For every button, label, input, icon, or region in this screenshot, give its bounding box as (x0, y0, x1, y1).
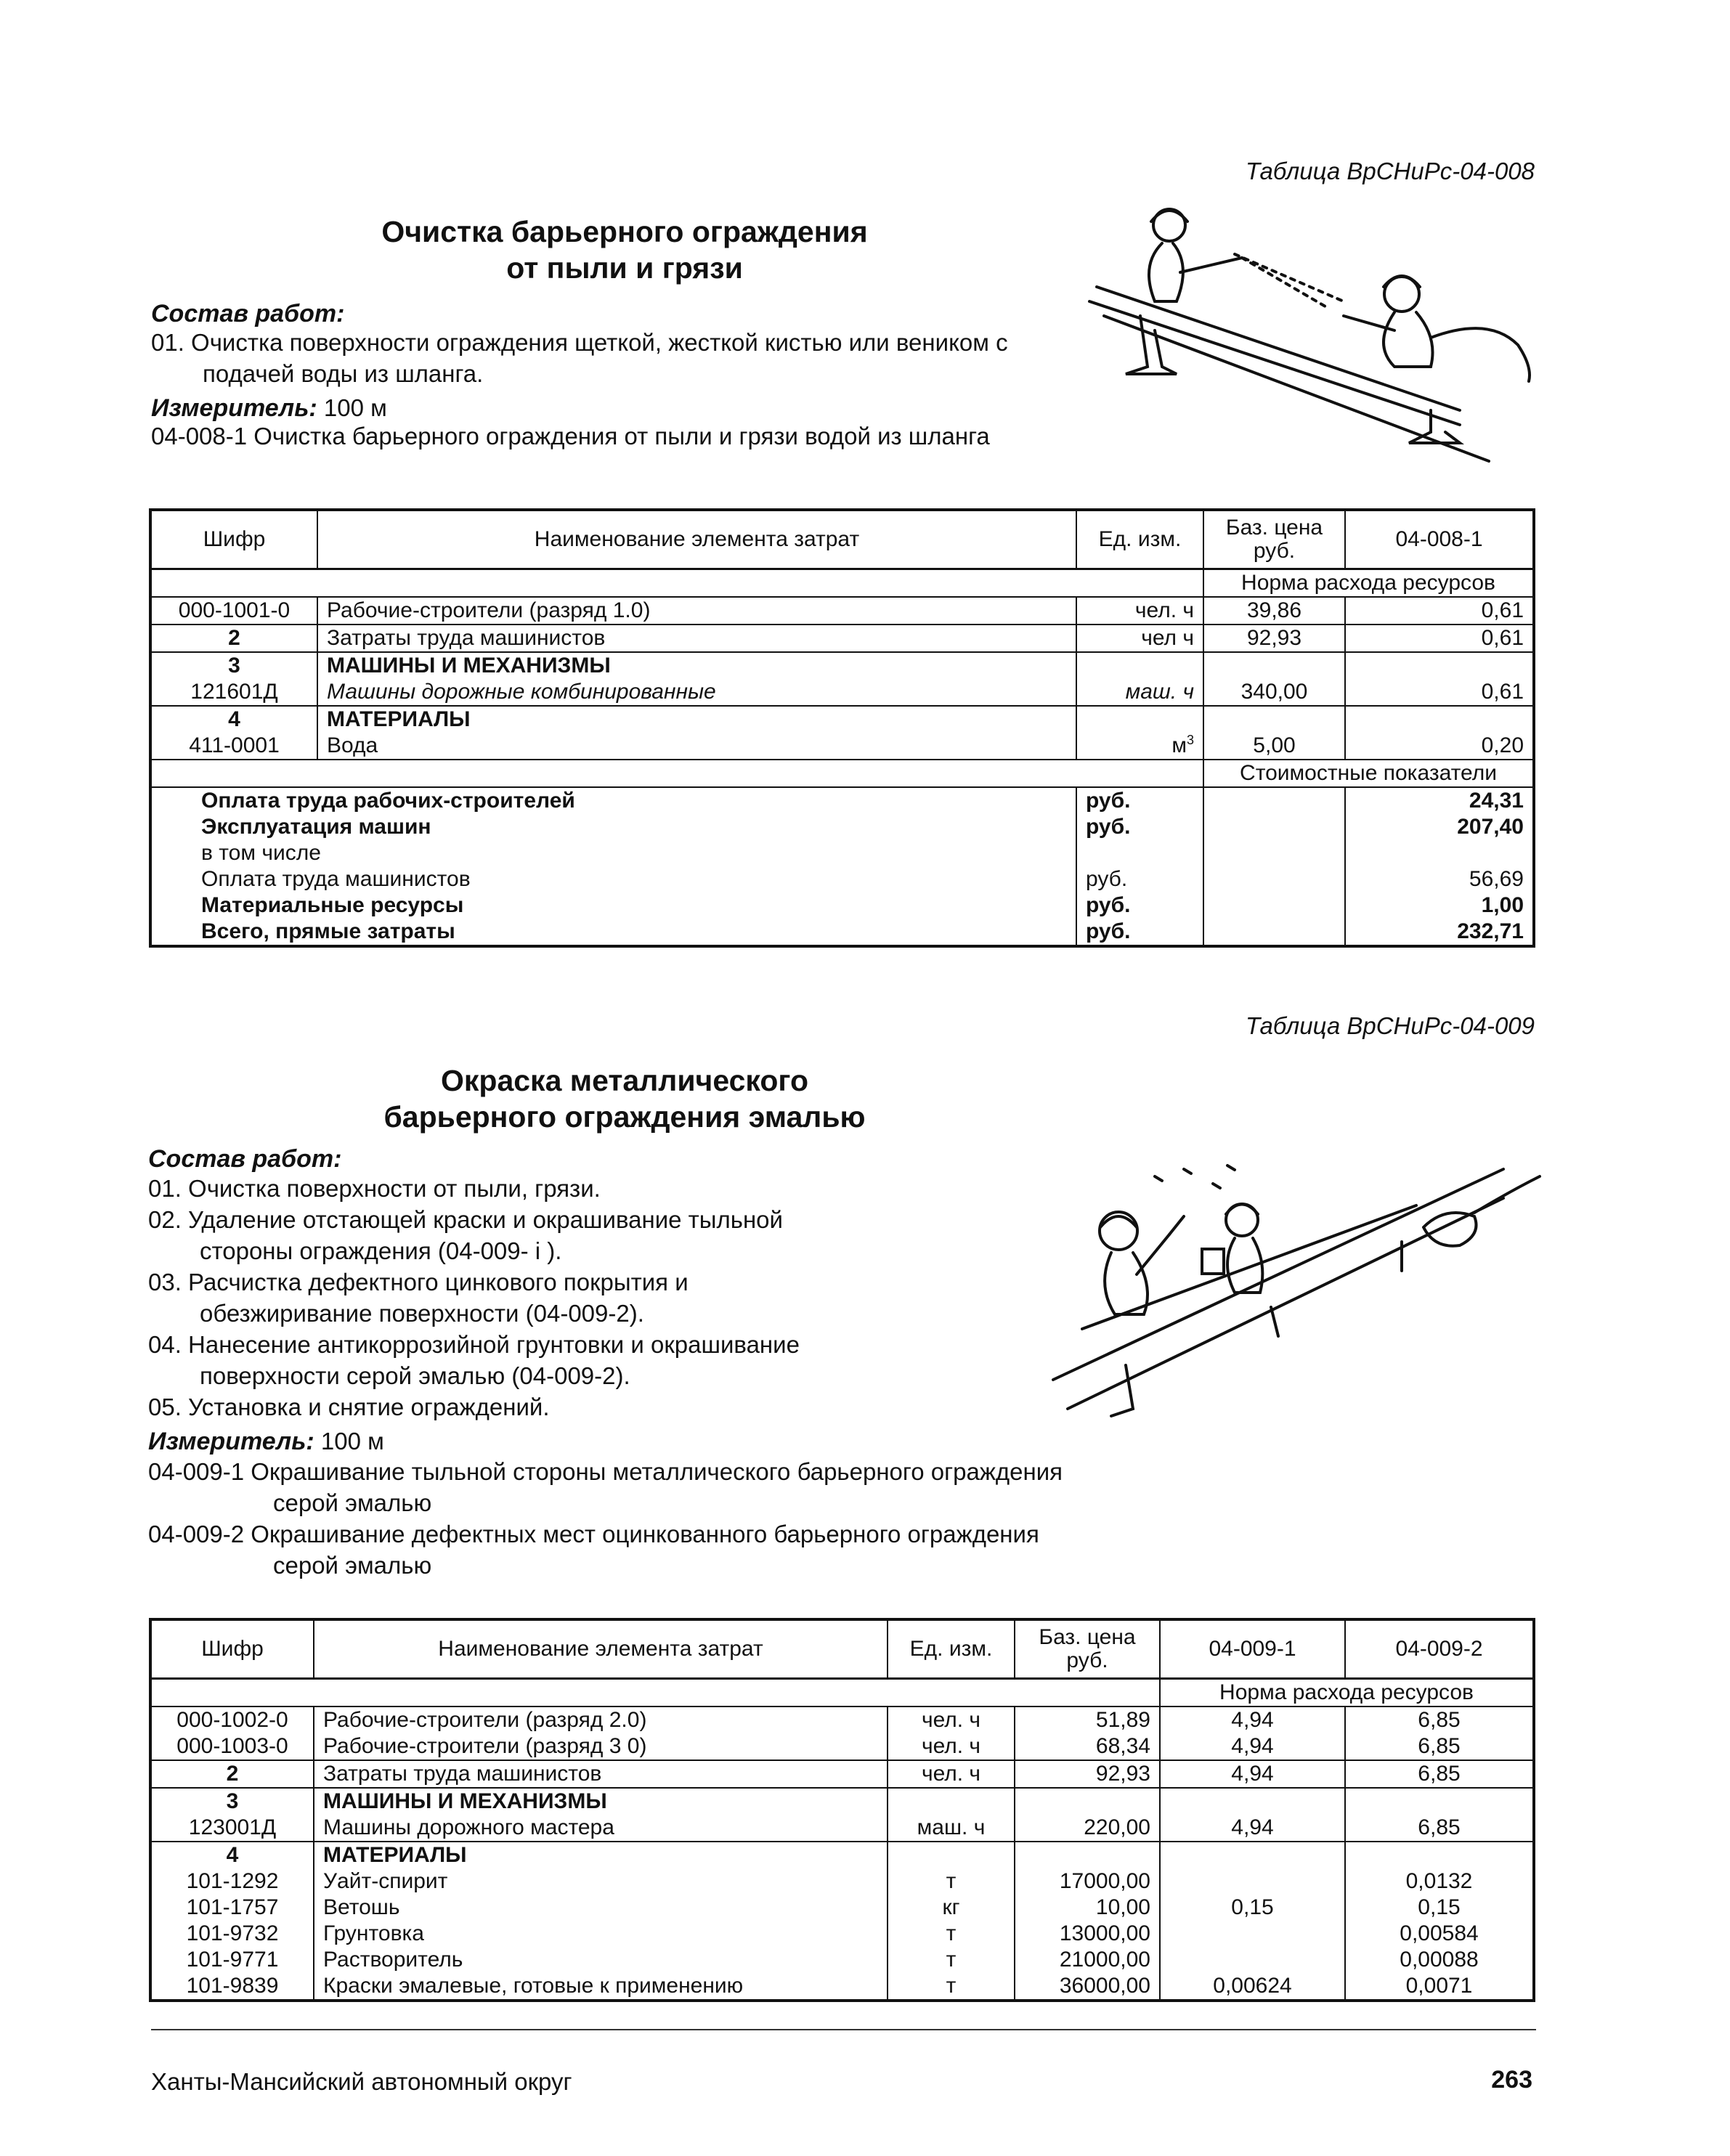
cell-code: 000-1001-0 (150, 597, 317, 625)
cost-label: в том числе (150, 840, 1076, 866)
cell-code: 101-9771 (150, 1947, 314, 1973)
cost-row (150, 892, 1534, 919)
section2-title-line1: Окраска металлического (440, 1064, 808, 1097)
table-row (150, 597, 1534, 625)
cell-price: 39,86 (1203, 597, 1345, 625)
cost-caption: Стоимостные показатели (1203, 760, 1534, 787)
cost-row (150, 840, 1534, 866)
footer-divider (151, 2029, 1536, 2030)
cell-norm-2: 6,85 (1345, 1815, 1534, 1842)
cell-price: 51,89 (1015, 1707, 1160, 1733)
cell-code: 4 (150, 706, 317, 733)
cell-name: Уайт-спирит (314, 1868, 888, 1895)
work-step-01: 01. Очистка поверхности ограждения щеткой, жесткой кистью или веником с подачей воды из шланга. (151, 329, 1008, 387)
header-code: Шифр (150, 1619, 314, 1679)
cell-name: Грунтовка (314, 1921, 888, 1947)
table-header-row (150, 510, 1534, 569)
header-price: Баз. цена руб. (1203, 510, 1345, 569)
cell-norm-1: 4,94 (1160, 1707, 1345, 1733)
header-unit: Ед. изм. (1076, 510, 1203, 569)
table-row (150, 1947, 1534, 1973)
cost-label: Материальные ресурсы (150, 892, 1076, 919)
cell-unit: чел. ч (888, 1733, 1015, 1760)
cell-name: Рабочие-строители (разряд 2.0) (314, 1707, 888, 1733)
header-name: Наименование элемента затрат (314, 1619, 888, 1679)
cell-name: МАТЕРИАЛЫ (317, 706, 1076, 733)
cell-name: Рабочие-строители (разряд 3 0) (314, 1733, 888, 1760)
items-list (148, 1456, 1100, 1581)
cost-label: Эксплуатация машин (150, 814, 1076, 840)
table-row (150, 679, 1534, 706)
header-norm-code-2: 04-009-2 (1345, 1619, 1534, 1679)
cost-unit: руб. (1076, 814, 1203, 840)
cell-price: 10,00 (1015, 1895, 1160, 1921)
cell-norm-1: 4,94 (1160, 1760, 1345, 1788)
cell-norm-2: 0,00088 (1345, 1947, 1534, 1973)
table-row (150, 1868, 1534, 1895)
cell-norm: 0,20 (1345, 733, 1534, 760)
table-row (150, 1760, 1534, 1788)
cost-unit: руб. (1076, 892, 1203, 919)
table-row (150, 625, 1534, 652)
cell-code: 123001Д (150, 1815, 314, 1842)
cell-norm: 0,61 (1345, 597, 1534, 625)
cell-unit: маш. ч (1076, 679, 1203, 706)
table-row (150, 1733, 1534, 1760)
cell-code: 4 (150, 1842, 314, 1868)
table-row (150, 733, 1534, 760)
section1-title-line2: от пыли и грязи (506, 251, 743, 285)
measure-label: Измеритель: (148, 1428, 314, 1455)
cell-unit: чел. ч (888, 1707, 1015, 1733)
cost-value: 24,31 (1345, 787, 1534, 814)
norm-caption: Норма расхода ресурсов (1160, 1679, 1534, 1707)
cell-name: Растворитель (314, 1947, 888, 1973)
cell-price: 13000,00 (1015, 1921, 1160, 1947)
work-step-02: 02. Удаление отстающей краски и окрашивание тыльной стороны ограждения (04-009- i ). (148, 1206, 783, 1264)
cell-norm-2: 0,0071 (1345, 1973, 1534, 2001)
cost-label: Оплата труда рабочих-строителей (150, 787, 1076, 814)
header-price: Баз. цена руб. (1015, 1619, 1160, 1679)
header-code: Шифр (150, 510, 317, 569)
cell-code: 101-9732 (150, 1921, 314, 1947)
cell-unit: т (888, 1921, 1015, 1947)
norm-caption-row (150, 569, 1534, 598)
cell-name: Затраты труда машинистов (314, 1760, 888, 1788)
cell-norm-2: 6,85 (1345, 1760, 1534, 1788)
work-step-01: 01. Очистка поверхности от пыли, грязи. (148, 1175, 601, 1202)
norm-caption-row (150, 1679, 1534, 1707)
cell-norm: 0,61 (1345, 625, 1534, 652)
table-row (150, 1815, 1534, 1842)
work-steps-list (148, 1173, 1056, 1423)
measure-line (151, 394, 387, 423)
cell-price: 92,93 (1203, 625, 1345, 652)
cost-value: 207,40 (1345, 814, 1534, 840)
cell-unit: чел ч (1076, 625, 1203, 652)
cell-code: 411-0001 (150, 733, 317, 760)
cell-norm-1: 4,94 (1160, 1733, 1345, 1760)
cell-code: 101-9839 (150, 1973, 314, 2001)
cell-price: 21000,00 (1015, 1947, 1160, 1973)
measure-value: 100 м (320, 1428, 384, 1455)
cell-unit: т (888, 1868, 1015, 1895)
work-composition-label-2: Состав работ: (148, 1145, 342, 1173)
cell-code: 3 (150, 1788, 314, 1815)
page-number: 263 (1491, 2066, 1532, 2094)
cell-norm-2: 0,00584 (1345, 1921, 1534, 1947)
table-row (150, 1973, 1534, 2001)
cell-name: Вода (317, 733, 1076, 760)
cost-table-04-008 (149, 508, 1535, 948)
table-header-row (150, 1619, 1534, 1679)
table-reference-04-009: Таблица ВрСНиРс-04-009 (1246, 1012, 1535, 1039)
cell-price: 5,00 (1203, 733, 1345, 760)
cell-unit: маш. ч (888, 1815, 1015, 1842)
measure-line-2 (148, 1428, 384, 1456)
cell-name: Машины дорожного мастера (314, 1815, 888, 1842)
cost-unit: руб. (1076, 787, 1203, 814)
cost-label: Всего, прямые затраты (150, 919, 1076, 946)
norm-caption: Норма расхода ресурсов (1203, 569, 1534, 598)
cost-table-04-009 (149, 1618, 1535, 2002)
item-04-008-1: 04-008-1 Очистка барьерного ограждения от пыли и грязи водой из шланга (151, 423, 990, 449)
cost-unit: руб. (1076, 866, 1203, 892)
cell-code: 2 (150, 625, 317, 652)
cost-row (150, 919, 1534, 946)
measure-value: 100 м (323, 394, 387, 421)
item-04-009-1: 04-009-1 Окрашивание тыльной стороны металлического барьерного ограждения серой эмалью (148, 1458, 1063, 1516)
cell-norm-2: 0,15 (1345, 1895, 1534, 1921)
section1-title-line1: Очистка барьерного ограждения (381, 215, 868, 248)
cell-norm: 0,61 (1345, 679, 1534, 706)
cell-unit: т (888, 1947, 1015, 1973)
header-unit: Ед. изм. (888, 1619, 1015, 1679)
cell-name: МАШИНЫ И МЕХАНИЗМЫ (317, 652, 1076, 679)
section2-title-line2: барьерного ограждения эмалью (383, 1100, 866, 1134)
table-row (150, 706, 1534, 733)
cost-caption-row (150, 760, 1534, 787)
work-step-03: 03. Расчистка дефектного цинкового покрытия и обезжиривание поверхности (04-009-2). (148, 1269, 689, 1327)
cell-unit: $м^3$ (1076, 733, 1203, 760)
header-norm-code-1: 04-009-1 (1160, 1619, 1345, 1679)
cost-row (150, 866, 1534, 892)
cell-price: 68,34 (1015, 1733, 1160, 1760)
cell-unit: кг (888, 1895, 1015, 1921)
cell-code: 121601Д (150, 679, 317, 706)
cell-unit: т (888, 1973, 1015, 2001)
cell-norm-1 (1160, 1947, 1345, 1973)
cell-code: 2 (150, 1760, 314, 1788)
section2-title (261, 1062, 988, 1135)
cell-code: 000-1003-0 (150, 1733, 314, 1760)
section1-title (261, 213, 988, 286)
cost-row (150, 814, 1534, 840)
cell-name: Рабочие-строители (разряд 1.0) (317, 597, 1076, 625)
cell-price: 340,00 (1203, 679, 1345, 706)
table-row (150, 1921, 1534, 1947)
cell-name: Затраты труда машинистов (317, 625, 1076, 652)
cell-price: 17000,00 (1015, 1868, 1160, 1895)
cell-unit: чел. ч (1076, 597, 1203, 625)
cost-value: 56,69 (1345, 866, 1534, 892)
workers-painting-illustration (1039, 1147, 1547, 1423)
header-norm-code: 04-008-1 (1345, 510, 1534, 569)
cell-norm-1: 0,15 (1160, 1895, 1345, 1921)
cell-code: 101-1292 (150, 1868, 314, 1895)
cell-norm-2: 6,85 (1345, 1707, 1534, 1733)
cost-value: 232,71 (1345, 919, 1534, 946)
cell-norm-2: 6,85 (1345, 1733, 1534, 1760)
header-name: Наименование элемента затрат (317, 510, 1076, 569)
measure-label: Измеритель: (151, 394, 317, 422)
table-row (150, 1707, 1534, 1733)
cell-norm-1: 0,00624 (1160, 1973, 1345, 2001)
work-step-04: 04. Нанесение антикоррозийной грунтовки и окрашивание поверхности серой эмалью (04-009-2). (148, 1331, 800, 1389)
cell-norm-1: 4,94 (1160, 1815, 1345, 1842)
cost-label: Оплата труда машинистов (150, 866, 1076, 892)
table-row (150, 652, 1534, 679)
cell-price: 36000,00 (1015, 1973, 1160, 2001)
cell-code: 101-1757 (150, 1895, 314, 1921)
cell-price: 220,00 (1015, 1815, 1160, 1842)
table-row (150, 1895, 1534, 1921)
cell-name: Ветошь (314, 1895, 888, 1921)
cell-name: Машины дорожные комбинированные (317, 679, 1076, 706)
cost-row (150, 787, 1534, 814)
cell-code: 3 (150, 652, 317, 679)
cell-price: 92,93 (1015, 1760, 1160, 1788)
cell-norm-1 (1160, 1921, 1345, 1947)
cell-name: Краски эмалевые, готовые к применению (314, 1973, 888, 2001)
cell-norm-1 (1160, 1868, 1345, 1895)
table-row (150, 1788, 1534, 1815)
cell-norm-2: 0,0132 (1345, 1868, 1534, 1895)
cell-unit: чел. ч (888, 1760, 1015, 1788)
cost-unit: руб. (1076, 919, 1203, 946)
item-04-009-2: 04-009-2 Окрашивание дефектных мест оцинкованного барьерного ограждения серой эмалью (148, 1521, 1039, 1579)
cell-name: МАШИНЫ И МЕХАНИЗМЫ (314, 1788, 888, 1815)
cell-name: МАТЕРИАЛЫ (314, 1842, 888, 1868)
cell-code: 000-1002-0 (150, 1707, 314, 1733)
table-row (150, 1842, 1534, 1868)
work-composition-label: Состав работ: (151, 300, 345, 328)
footer-region: Ханты-Мансийский автономный округ (151, 2068, 572, 2095)
table-reference-04-008: Таблица ВрСНиРс-04-008 (1246, 158, 1535, 184)
cost-value: 1,00 (1345, 892, 1534, 919)
work-step-05: 05. Установка и снятие ограждений. (148, 1394, 550, 1420)
